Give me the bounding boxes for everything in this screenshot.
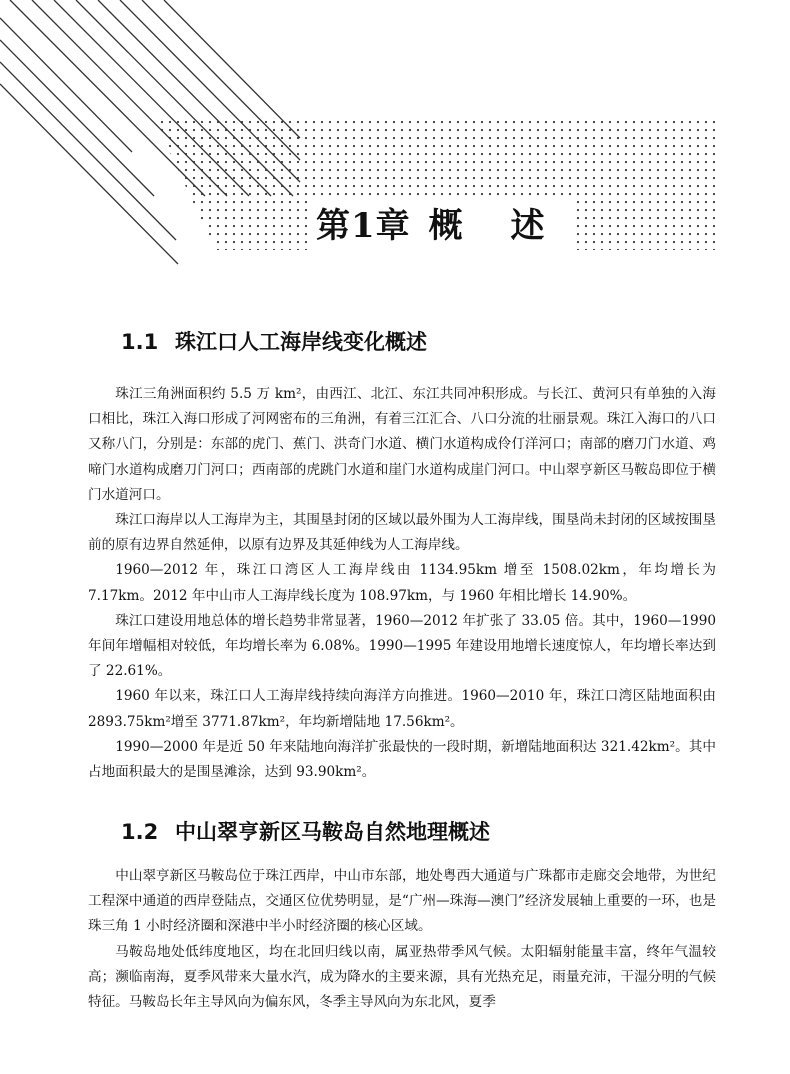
paragraph: 马鞍岛地处低纬度地区，均在北回归线以南，属亚热带季风气候。太阳辐射能量丰富，终年气温较高；濒临南海，夏季风带来大量水汽，成为降水的主要来源，具有光热充足，雨量充沛，干湿分明的气候特征。马鞍岛长年主导风向为偏东风，冬季主导风向为东北风，夏季 bbox=[88, 943, 716, 1011]
section-title: 中山翠亨新区马鞍岛自然地理概述 bbox=[175, 820, 490, 844]
paragraph: 中山翠亨新区马鞍岛位于珠江西岸，中山市东部，地处粤西大通道与广珠都市走廊交会地带，为世纪工程深中通道的西岸登陆点，交通区位优势明显，是“广州—珠海—澳门”经济发展轴上重要的一环，也是珠三角 1 小时经济圈和深港中半小时经济圈的核心区域。 bbox=[88, 868, 716, 935]
paragraph: 珠江口海岸以人工海岸为主，其围垦封闭的区域以最外围为人工海岸线，围垦尚未封闭的区域按围垦前的原有边界自然延伸，以原有边界及其延伸线为人工海岸线。 bbox=[88, 512, 716, 554]
section-heading-1-2 bbox=[121, 816, 490, 846]
paragraph: 1960 年以来，珠江口人工海岸线持续向海洋方向推进。1960—2010 年，珠江口湾区陆地面积由 2893.75km²增至 3771.87km²，年均新增陆地 17.56km²。 bbox=[88, 688, 716, 730]
paragraph: 珠江三角洲面积约 5.5 万 km²，由西江、北江、东江共同冲积形成。与长江、黄河只有单独的入海口相比，珠江入海口形成了河网密布的三角洲，有着三江汇合、八口分流的壮丽景观。珠江入海口的八口又称八门，分别是：东部的虎门、蕉门、洪奇门水道、横门水道构成伶仃洋河口；南部的磨刀门水道、鸡啼门水道构成磨刀门河口；西南部的虎跳门水道和崖门水道构成崖门河口。中山翠亨新区马鞍岛即位于横门水道河口。 bbox=[88, 386, 716, 503]
chapter-label: 第1章 bbox=[316, 206, 411, 246]
section-number: 1.1 bbox=[121, 330, 159, 354]
paragraph: 1990—2000 年是近 50 年来陆地向海洋扩张最快的一段时期，新增陆地面积达 321.42km²。其中占地面积最大的是围垦滩涂，达到 93.90km²。 bbox=[88, 738, 716, 781]
chapter-name: 概 述 bbox=[428, 206, 563, 246]
section-heading-1-1 bbox=[121, 326, 427, 356]
chapter-header-decoration bbox=[0, 0, 790, 300]
section-title: 珠江口人工海岸线变化概述 bbox=[175, 330, 427, 354]
section-number: 1.2 bbox=[121, 820, 159, 844]
section-1-1-body bbox=[88, 382, 716, 785]
paragraph: 珠江口建设用地总体的增长趋势非常显著，1960—2012 年扩张了 33.05 倍。其中，1960—1990 年间年增幅相对较低，年均增长率为 6.08%。1990—1995 年建设用地增长速度惊人，年均增长率达到了 22.61%。 bbox=[88, 612, 716, 680]
chapter-title bbox=[312, 196, 571, 251]
section-1-2-body bbox=[88, 864, 716, 1015]
paragraph: 1960—2012 年，珠江口湾区人工海岸线由 1134.95km 增至 1508.02km，年均增长为 7.17km。2012 年中山市人工海岸线长度为 108.97km，与 1960 年相比增长 14.90%。 bbox=[88, 562, 716, 604]
